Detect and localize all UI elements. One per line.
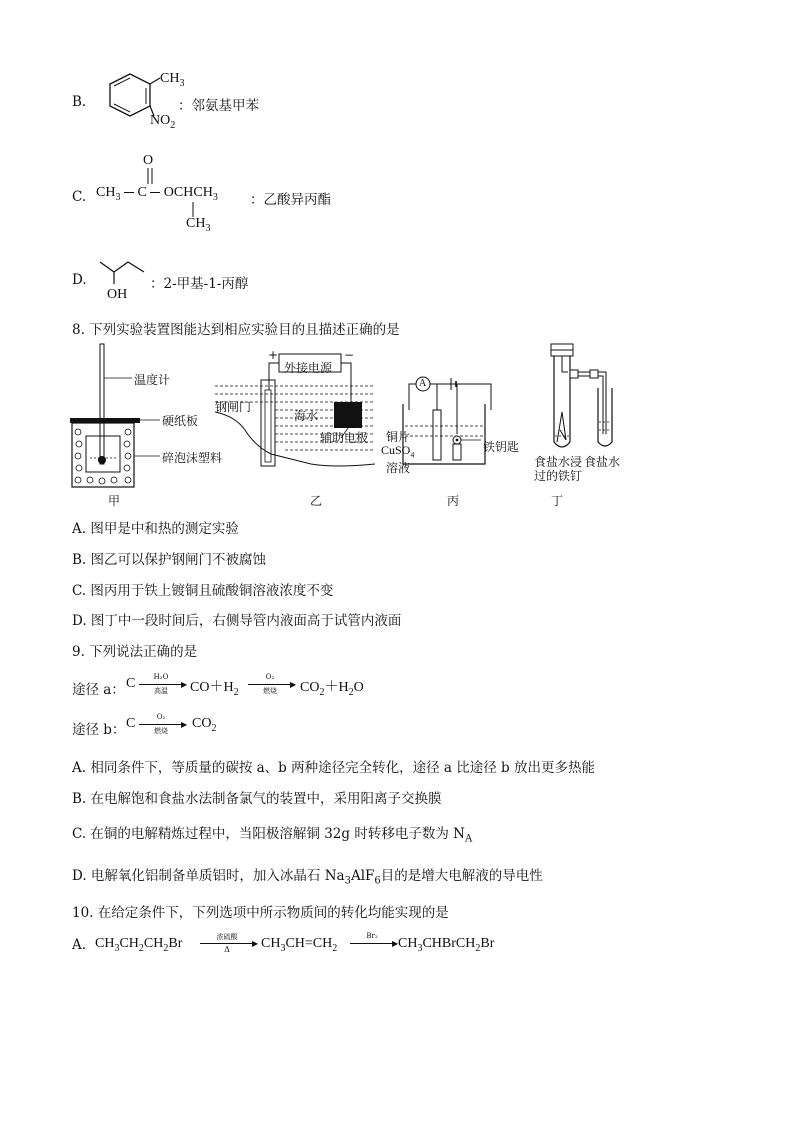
ch3-bottom	[186, 216, 210, 234]
route-b-c: C	[126, 716, 136, 731]
r-br: Br	[168, 936, 183, 951]
q10-option-a-label: A.	[72, 937, 87, 953]
arrow2-bottom: 燃烧	[263, 687, 277, 695]
co-h-text: CO＋H	[190, 680, 234, 695]
label-thermometer: 温度计	[134, 373, 171, 387]
m-sub-2: 2	[332, 942, 338, 954]
label-copper: 铜片	[386, 430, 411, 444]
route-a-mid	[190, 676, 239, 698]
caption-ding: 丁	[551, 494, 564, 508]
route-a-arrow-1: H₂O ▶ 高温	[139, 673, 189, 697]
r-ch-3: CH	[143, 936, 164, 951]
cuso4-sub: 4	[410, 450, 415, 460]
route-a-c: C	[126, 676, 136, 691]
ch3-left: CH	[96, 185, 116, 200]
label-cardboard: 硬纸板	[162, 414, 199, 428]
ester-formula	[96, 185, 218, 203]
option-b-label: B.	[72, 94, 87, 110]
route-a-arrow-2: O₂ ▶ 燃烧	[248, 673, 298, 697]
q10-arrow2-top: Br₂	[366, 932, 378, 940]
figure-ding-corrosion	[540, 342, 630, 458]
label-cuso4	[381, 443, 414, 459]
route-a-label: 途径 a：	[72, 682, 125, 698]
cuso4-text: CuSO	[381, 443, 411, 457]
ch3-sub: 3	[179, 77, 185, 89]
carbonyl-o: O	[143, 153, 154, 168]
label-iron-key: 铁钥匙	[483, 440, 520, 454]
option-d-label: D.	[72, 272, 87, 288]
plus-h-text: ＋H	[324, 680, 349, 695]
q8-option-b: B. 图乙可以保护钢闸门不被腐蚀	[72, 552, 267, 568]
option-c-name: ：乙酸异丙酯	[250, 192, 331, 208]
r-ch-1: CH	[95, 936, 115, 951]
figure-jia-calorimeter	[60, 340, 230, 500]
arrow1-top: H₂O	[153, 673, 169, 681]
m-chch: CH=CH	[285, 936, 333, 951]
q10-reactant	[95, 936, 182, 954]
q8-option-c: C. 图丙用于铁上镀铜且硫酸铜溶液浓度不变	[72, 583, 334, 599]
carbonyl-c: C	[137, 185, 147, 200]
h2o-sub: 2	[348, 686, 354, 698]
h2-sub: 2	[233, 686, 239, 698]
arrow-b-top: O₂	[156, 713, 166, 721]
na-sub: A	[464, 833, 473, 845]
caption-jia: 甲	[108, 494, 121, 508]
label-foam: 碎泡沫塑料	[162, 451, 223, 465]
label-aux-electrode: 辅助电极	[320, 431, 369, 445]
label-plus: +	[268, 348, 279, 362]
p-chbrch: CHBrCH	[422, 936, 476, 951]
q9-option-d	[72, 864, 543, 887]
route-b-product	[192, 716, 216, 734]
p-sub-2: 2	[475, 942, 481, 954]
arrow1-bottom: 高温	[154, 687, 168, 695]
sub-3b: 3	[212, 191, 218, 203]
co2-b-sub: 2	[211, 722, 217, 734]
label-salted-nail-2: 过的铁钉	[534, 469, 583, 483]
label-minus: −	[344, 348, 355, 362]
r-sub-2: 2	[138, 942, 144, 954]
p-br: Br	[480, 936, 495, 951]
r-sub-1: 3	[114, 942, 120, 954]
label-ammeter: A	[419, 378, 427, 389]
q8-option-a: A. 图甲是中和热的测定实验	[72, 521, 239, 537]
label-seawater: 海水	[294, 409, 319, 423]
question-8-stem: 8. 下列实验装置图能达到相应实验目的且描述正确的是	[72, 322, 400, 338]
hydroxyl: OH	[107, 287, 128, 302]
co2-text: CO	[300, 680, 320, 695]
caption-yi: 乙	[310, 494, 323, 508]
q10-product	[398, 936, 494, 954]
route-b-arrow: O₂ ▶ 燃烧	[139, 713, 189, 737]
label-saltwater: 食盐水	[584, 455, 621, 469]
q10-arrow1-top: 浓硫酸	[216, 933, 238, 941]
alf-text: AlF	[350, 868, 375, 884]
o-text: O	[353, 680, 364, 695]
arrow-b-bottom: 燃烧	[154, 727, 168, 735]
question-9-stem: 9. 下列说法正确的是	[72, 644, 198, 660]
caption-bing: 丙	[447, 494, 460, 508]
no2-group	[150, 113, 175, 131]
ch3-group	[160, 71, 184, 89]
q10-arrow1-bottom: Δ	[224, 945, 230, 954]
r-sub-3: 2	[163, 942, 169, 954]
arrow2-top: O₂	[265, 673, 275, 681]
option-c-label: C.	[72, 189, 87, 205]
na3-sub: 3	[344, 875, 351, 887]
option-d-name: ：2-甲基-1-丙醇	[150, 276, 249, 292]
ch3-bottom-text: CH	[186, 216, 206, 231]
p-sub-1: 3	[417, 942, 423, 954]
q9-option-c	[72, 822, 472, 845]
label-solution: 溶液	[386, 461, 411, 475]
label-salted-nail: 食盐水浸	[534, 455, 583, 469]
co2-sub: 2	[319, 686, 325, 698]
q10-arrow-2: Br₂ ▶	[350, 932, 400, 956]
route-a-products	[300, 676, 364, 698]
no2-sub: 2	[170, 119, 176, 131]
ch3-text: CH	[160, 71, 180, 86]
m-ch: CH	[261, 936, 281, 951]
option-b-name: ：邻氨基甲苯	[178, 98, 259, 114]
label-gate: 钢闸门	[215, 400, 252, 414]
f6-sub: 6	[374, 875, 381, 887]
m-sub-1: 3	[280, 942, 286, 954]
q9-option-c-text: C. 在铜的电解精炼过程中，当阳极溶解铜 32g 时转移电子数为 N	[72, 826, 465, 842]
q10-intermediate	[261, 936, 337, 954]
double-bond	[143, 168, 157, 186]
q9-option-b: B. 在电解饱和食盐水法制备氯气的装置中，采用阳离子交换膜	[72, 791, 442, 807]
p-ch: CH	[398, 936, 418, 951]
route-b-label: 途径 b：	[72, 722, 126, 738]
butanol-skeleton	[96, 252, 156, 292]
q9-option-d-pre: D. 电解氧化铝制备单质铝时，加入冰晶石 Na	[72, 868, 345, 884]
isopropyl-group: OCHCH	[163, 185, 213, 200]
q9-option-a: A. 相同条件下，等质量的碳按 a、b 两种途径完全转化，途径 a 比途径 b 放出更多热能	[72, 760, 595, 776]
no2-text: NO	[150, 113, 171, 128]
ch3-bottom-sub: 3	[205, 222, 211, 234]
label-power: 外接电源	[284, 361, 333, 375]
q10-arrow-1: 浓硫酸 ▶ Δ	[200, 932, 260, 956]
r-ch-2: CH	[119, 936, 139, 951]
q8-option-d: D. 图丁中一段时间后，右侧导管内液面高于试管内液面	[72, 613, 402, 629]
sub-3a: 3	[115, 191, 121, 203]
q9-option-d-post: 目的是增大电解液的导电性	[380, 868, 543, 884]
co2-b-text: CO	[192, 716, 212, 731]
question-10-stem: 10. 在给定条件下，下列选项中所示物质间的转化均能实现的是	[72, 905, 449, 921]
